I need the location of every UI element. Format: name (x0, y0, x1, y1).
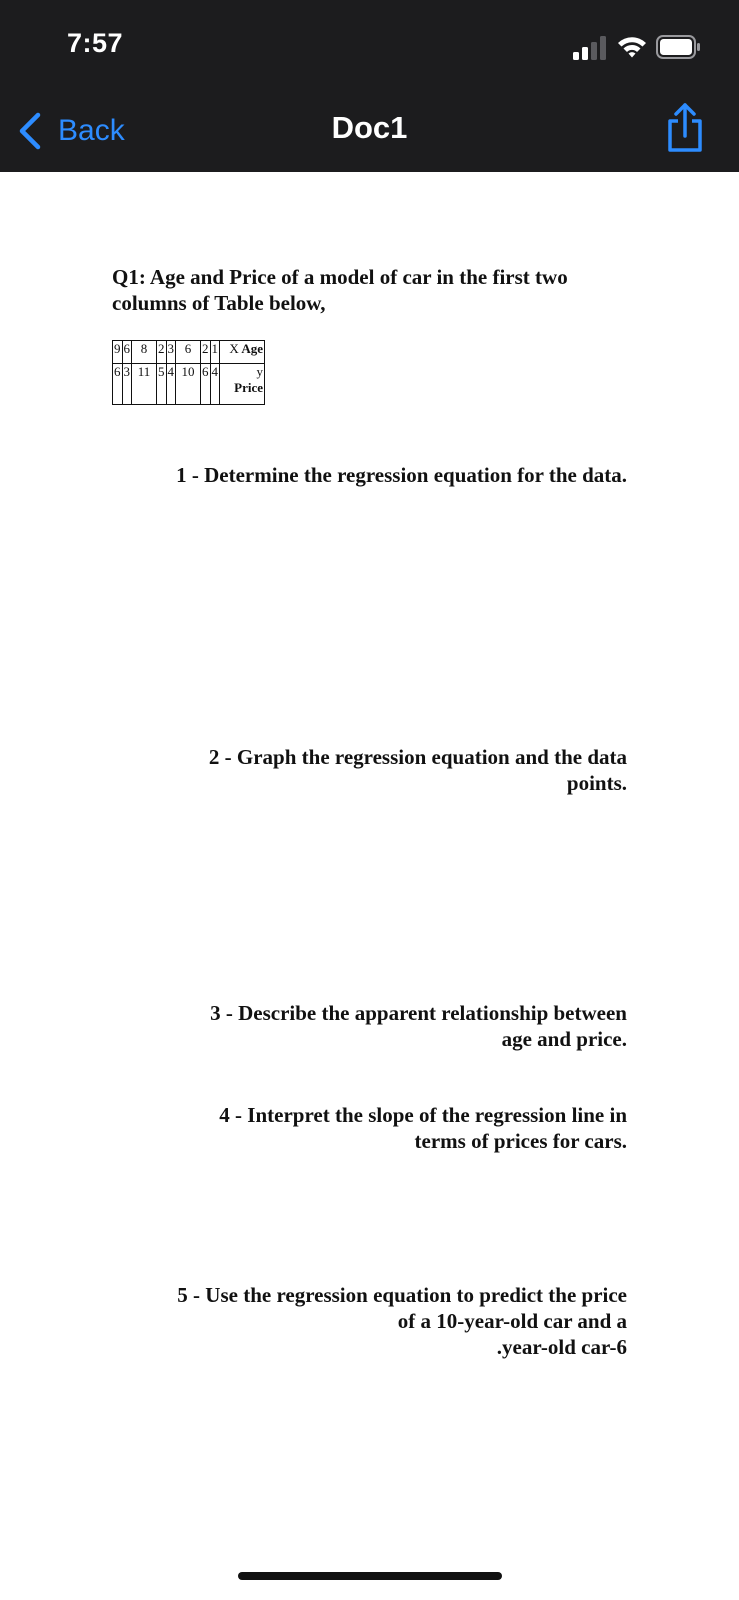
table-cell: 3 (166, 341, 176, 364)
item-line: 5 - Use the regression equation to predict the price (177, 1283, 627, 1307)
table-cell: 5 (157, 364, 167, 405)
table-cell: 8 (132, 341, 157, 364)
variable-symbol: y (256, 364, 263, 379)
table-row-label (220, 341, 265, 364)
table-cell: 9 (113, 341, 123, 364)
wifi-icon (616, 34, 648, 60)
item-line: 4 - Interpret the slope of the regression line in (219, 1103, 627, 1127)
question-heading (112, 264, 632, 316)
table-cell: 4 (210, 364, 220, 405)
item-line: 2 - Graph the regression equation and the data (208, 745, 627, 769)
question-item-2 (147, 744, 627, 796)
question-item-5 (137, 1282, 627, 1360)
table-cell: 10 (176, 364, 201, 405)
status-time: 7:57 (67, 28, 124, 58)
home-indicator[interactable] (238, 1572, 502, 1580)
item-line: 1 - Determine the regression equation for the data. (176, 463, 627, 487)
item-line: age and price. (501, 1027, 627, 1051)
item-line: 3 - Describe the apparent relationship between (210, 1001, 627, 1025)
table-cell: 6 (113, 364, 123, 405)
question-item-1 (107, 462, 627, 488)
item-line: terms of prices for cars. (414, 1129, 627, 1153)
share-icon[interactable] (665, 102, 705, 154)
table-cell: 11 (132, 364, 157, 405)
table-cell: 1 (210, 341, 220, 364)
battery-icon (656, 34, 702, 60)
item-line: .year-old car-6 (496, 1335, 627, 1359)
table-cell: 6 (201, 364, 211, 405)
table-row-age (113, 341, 265, 364)
variable-name: Price (234, 380, 263, 395)
back-button[interactable] (16, 108, 125, 154)
table-cell: 6 (176, 341, 201, 364)
variable-symbol: X (229, 341, 239, 356)
variable-name: Age (241, 341, 263, 356)
cellular-signal-icon (573, 36, 607, 60)
question-line: columns of Table below, (112, 291, 326, 315)
question-line: Q1: Age and Price of a model of car in the first two (112, 265, 568, 289)
table-row-price (113, 364, 265, 405)
table-cell: 4 (166, 364, 176, 405)
table-row-label (220, 364, 265, 405)
item-line: points. (566, 771, 627, 795)
document-title: Doc1 (331, 110, 408, 145)
table-cell: 2 (157, 341, 167, 364)
document-page (0, 172, 739, 1600)
data-table (112, 340, 265, 405)
question-item-4 (167, 1102, 627, 1154)
table-cell: 2 (201, 341, 211, 364)
item-line: of a 10-year-old car and a (397, 1309, 627, 1333)
table-cell: 6 (122, 341, 132, 364)
top-bar (0, 0, 739, 172)
chevron-left-icon (16, 112, 42, 150)
table-cell: 3 (122, 364, 132, 405)
question-item-3 (157, 1000, 627, 1052)
back-label: Back (58, 114, 125, 147)
